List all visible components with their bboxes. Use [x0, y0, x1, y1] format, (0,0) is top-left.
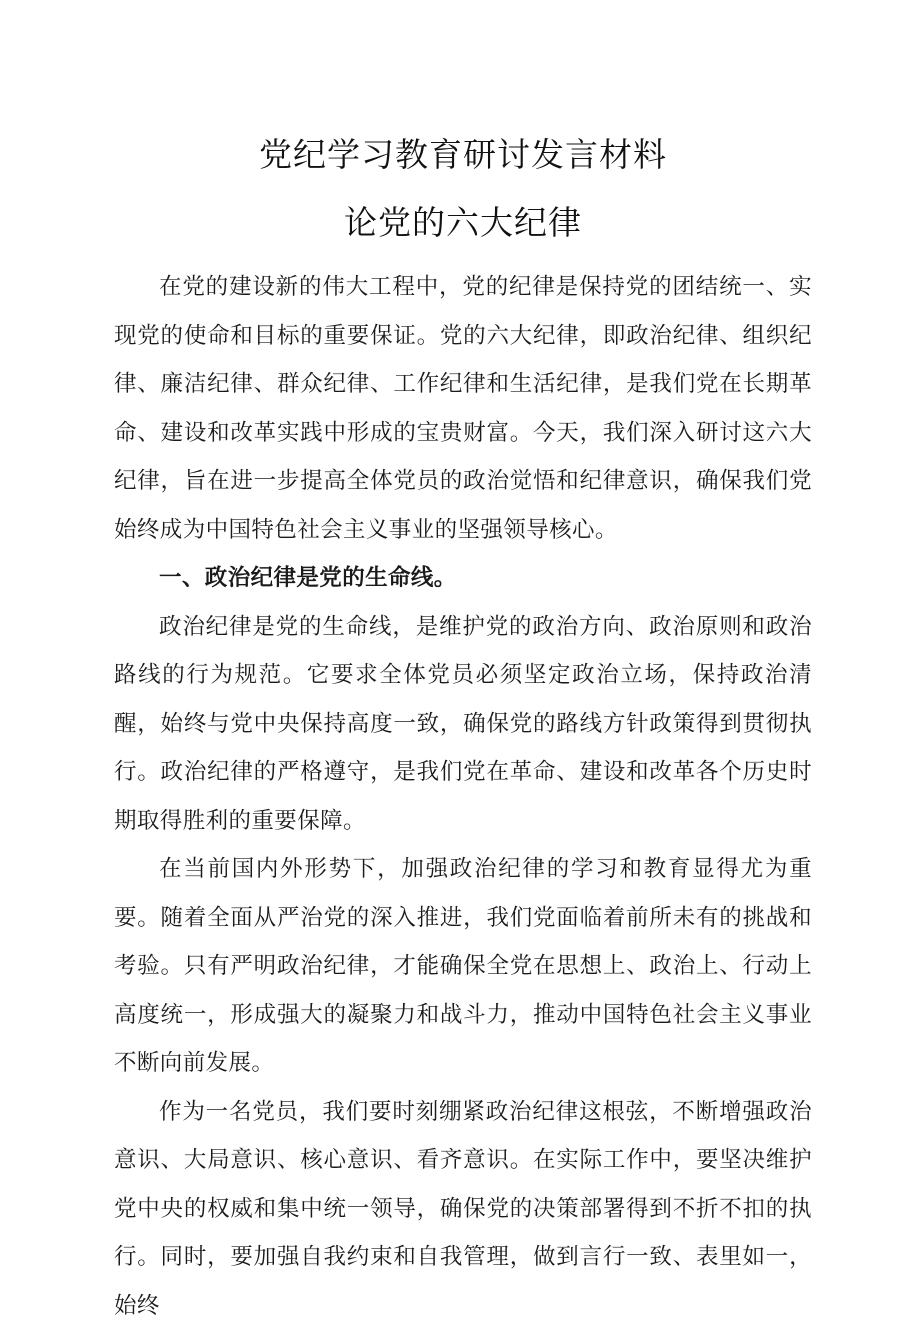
body-paragraph: 作为一名党员，我们要时刻绷紧政治纪律这根弦，不断增强政治意识、大局意识、核心意识、看齐意识。在实际工作中，要坚决维护党中央的权威和集中统一领导，确保党的决策部署得到不折不扣的执行。同时，要加强自我约束和自我管理，做到言行一致、表里如一，始终 — [114, 1088, 812, 1330]
body-paragraph: 政治纪律是党的生命线，是维护党的政治方向、政治原则和政治路线的行为规范。它要求全体党员必须坚定政治立场，保持政治清醒，始终与党中央保持高度一致，确保党的路线方针政策得到贯彻执行。政治纪律的严格遵守，是我们党在革命、建设和改革各个历史时期取得胜利的重要保障。 — [114, 603, 812, 846]
intro-paragraph: 在党的建设新的伟大工程中，党的纪律是保持党的团结统一、实现党的使命和目标的重要保证。党的六大纪律，即政治纪律、组织纪律、廉洁纪律、群众纪律、工作纪律和生活纪律，是我们党在长期革命、建设和改革实践中形成的宝贵财富。今天，我们深入研讨这六大纪律，旨在进一步提高全体党员的政治觉悟和纪律意识，确保我们党始终成为中国特色社会主义事业的坚强领导核心。 — [114, 263, 812, 554]
document-subtitle: 论党的六大纪律 — [114, 203, 812, 243]
section-heading: 一、政治纪律是党的生命线。 — [114, 554, 812, 603]
body-paragraph: 在当前国内外形势下，加强政治纪律的学习和教育显得尤为重要。随着全面从严治党的深入推进，我们党面临着前所未有的挑战和考验。只有严明政治纪律，才能确保全党在思想上、政治上、行动上高度统一，形成强大的凝聚力和战斗力，推动中国特色社会主义事业不断向前发展。 — [114, 845, 812, 1088]
document-title: 党纪学习教育研讨发言材料 — [114, 135, 812, 175]
